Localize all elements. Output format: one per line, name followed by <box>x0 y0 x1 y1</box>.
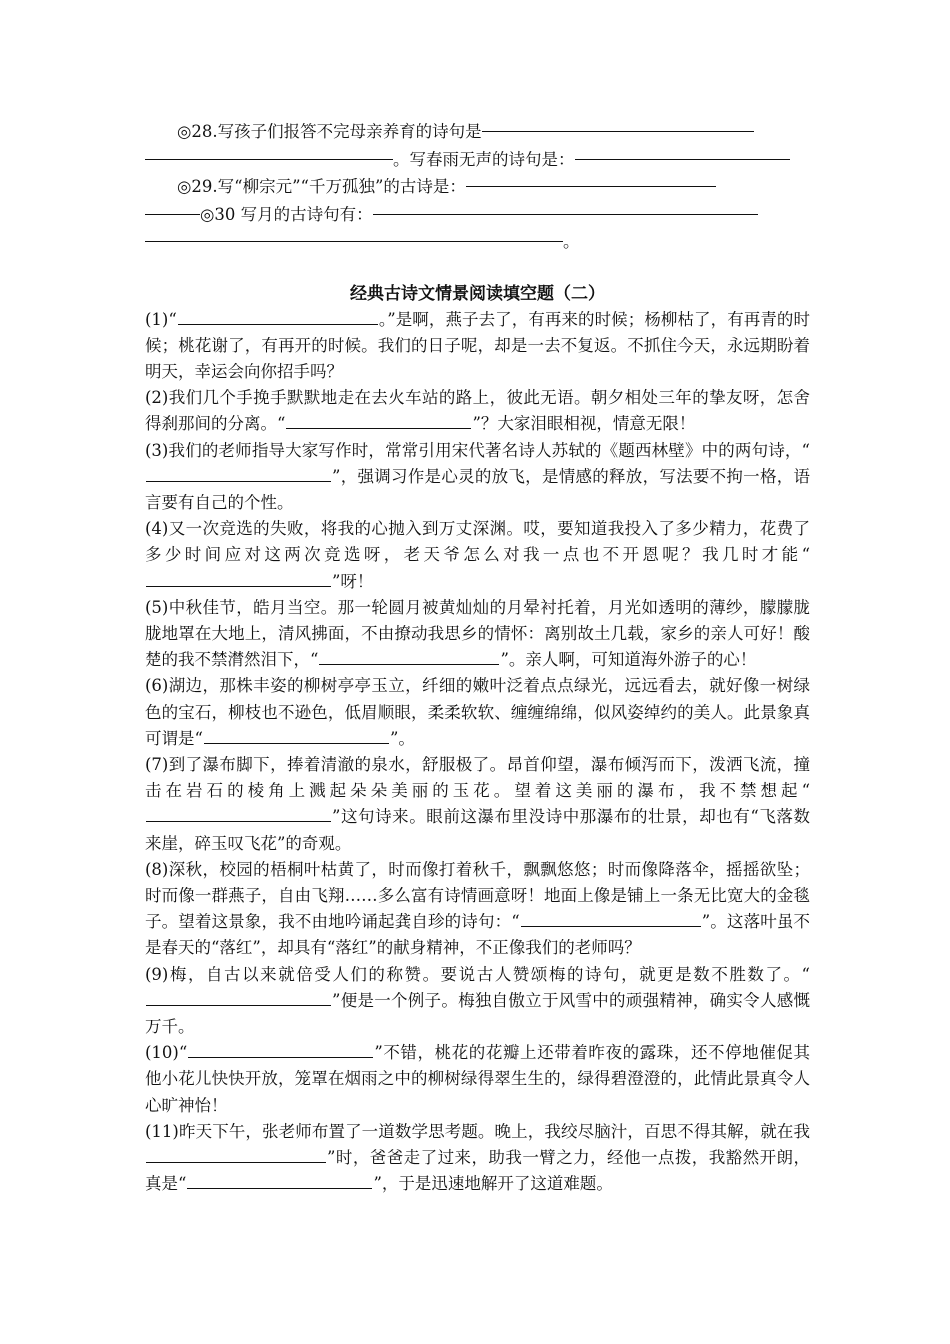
answer-blank[interactable] <box>146 1146 326 1163</box>
question-1: (1)“ 。”是啊，燕子去了，有再来的时候；杨柳枯了，有再青的时候；桃花谢了，有再开的时候。我们的日子呢，却是一去不复返。不抓住今天，永远期盼着明天，幸运会向你招手吗？ <box>145 309 810 381</box>
q28-line-2 <box>145 146 810 174</box>
q30-line-2 <box>145 228 810 256</box>
q28-text: ◎28.写孩子们报答不完母亲养育的诗句是 <box>177 122 482 141</box>
question-6: (6)湖边，那株丰姿的柳树亭亭玉立，纤细的嫩叶泛着点点绿光，远远看去，就好像一树绿色的宝石，柳枝也不逊色，低眉顺眼，柔柔软软、缠缠绵绵，似风姿绰约的美人。此景象真可谓是“ ”。 <box>145 676 810 748</box>
answer-blank[interactable] <box>286 412 471 429</box>
q29-text: ◎29.写“柳宗元”“千万孤独”的古诗是： <box>177 177 466 196</box>
answer-blank[interactable] <box>146 465 331 482</box>
q30-line-1 <box>145 201 810 229</box>
question-2: (2)我们几个手挽手默默地走在去火车站的路上，彼此无语。朝夕相处三年的挚友呀，怎舍得刹那间的分离。“ ”？大家泪眼相视，情意无限！ <box>145 388 810 434</box>
q30-text: ◎30 写月的古诗句有： <box>200 204 373 224</box>
question-5: (5)中秋佳节，皓月当空。那一轮圆月被黄灿灿的月晕衬托着，月光如透明的薄纱，朦朦胧胧地罩在大地上，清风拂面，不由撩动我思乡的情怀：离别故土几载，家乡的亲人可好！酸楚的我不禁潸然泪下，“ ”。亲人啊，可知道海外游子的心！ <box>145 597 810 670</box>
answer-line[interactable] <box>145 214 200 215</box>
q28-spring-rain-text: 。写春雨无声的诗句是： <box>393 149 575 169</box>
question-11: (11)昨天下午，张老师布置了一道数学思考题。晚上，我绞尽脑汁，百思不得其解，就在我”时，爸爸走了过来，助我一臂之力，经他一点拨，我豁然开朗，真是“ ”，于是迅速地解开了这道难题。 <box>145 1121 810 1194</box>
answer-line[interactable] <box>482 131 754 132</box>
answer-line[interactable] <box>575 159 790 160</box>
answer-line[interactable] <box>145 241 563 242</box>
question-3: (3)我们的老师指导大家写作时，常常引用宋代著名诗人苏轼的《题西林壁》中的两句诗，“”，强调习作是心灵的放飞，是情感的释放，写法要不拘一格，语言要有自己的个性。 <box>145 440 810 512</box>
answer-blank[interactable] <box>146 570 331 587</box>
answer-blank[interactable] <box>204 727 389 744</box>
answer-line[interactable] <box>145 159 393 160</box>
answer-blank[interactable] <box>188 1041 373 1058</box>
answer-blank[interactable] <box>146 989 331 1006</box>
answer-blank[interactable] <box>187 1172 372 1189</box>
q28-line-1 <box>145 118 810 146</box>
answer-blank[interactable] <box>178 308 378 325</box>
answer-blank[interactable] <box>521 910 701 927</box>
answer-line[interactable] <box>373 214 758 215</box>
question-8: (8)深秋，校园的梧桐叶枯黄了，时而像打着秋千，飘飘悠悠；时而像降落伞，摇摇欲坠；时而像一群燕子，自由飞翔……多么富有诗情画意呀！地面上像是铺上一条无比宽大的金毯子。望着这景象，我不由地吟诵起龚自珍的诗句：“ ”。这落叶虽不是春天的“落红”，却具有“落红”的献身精神，不正像我们的老师吗？ <box>145 859 811 958</box>
answer-blank[interactable] <box>319 648 499 665</box>
question-4: (4)又一次竞选的失败，将我的心抛入到万丈深渊。哎，要知道我投入了多少精力，花费了多少时间应对这两次竞选呀，老天爷怎么对我一点也不开恩呢？我几时才能“”呀！ <box>145 519 810 591</box>
answer-line[interactable] <box>466 186 716 187</box>
q30-end: 。 <box>563 232 580 251</box>
question-10: (10)“ ”不错，桃花的花瓣上还带着昨夜的露珠，还不停地催促其他小花儿快快开放，笼罩在烟雨之中的柳树绿得翠生生的，绿得碧澄澄的，此情此景真令人心旷神怡！ <box>145 1043 810 1115</box>
question-7: (7)到了瀑布脚下，捧着清澈的泉水，舒服极了。昂首仰望，瀑布倾泻而下，泼洒飞流，撞击在岩石的棱角上溅起朵朵美丽的玉花。望着这美丽的瀑布，我不禁想起“”这句诗来。眼前这瀑布里没诗中那瀑布的壮景，却也有“飞落数来崖，碎玉叹飞花”的奇观。 <box>145 754 810 853</box>
top-section <box>145 118 810 256</box>
question-9: (9)梅，自古以来就倍受人们的称赞。要说古人赞颂梅的诗句，就更是数不胜数了。“”便是一个例子。梅独自傲立于风雪中的顽强精神，确实令人感慨万千。 <box>145 964 810 1036</box>
section-title: 经典古诗文情景阅读填空题（二） <box>350 283 605 304</box>
q29-line <box>145 173 810 201</box>
answer-blank[interactable] <box>146 805 331 822</box>
document-page <box>145 118 810 1197</box>
